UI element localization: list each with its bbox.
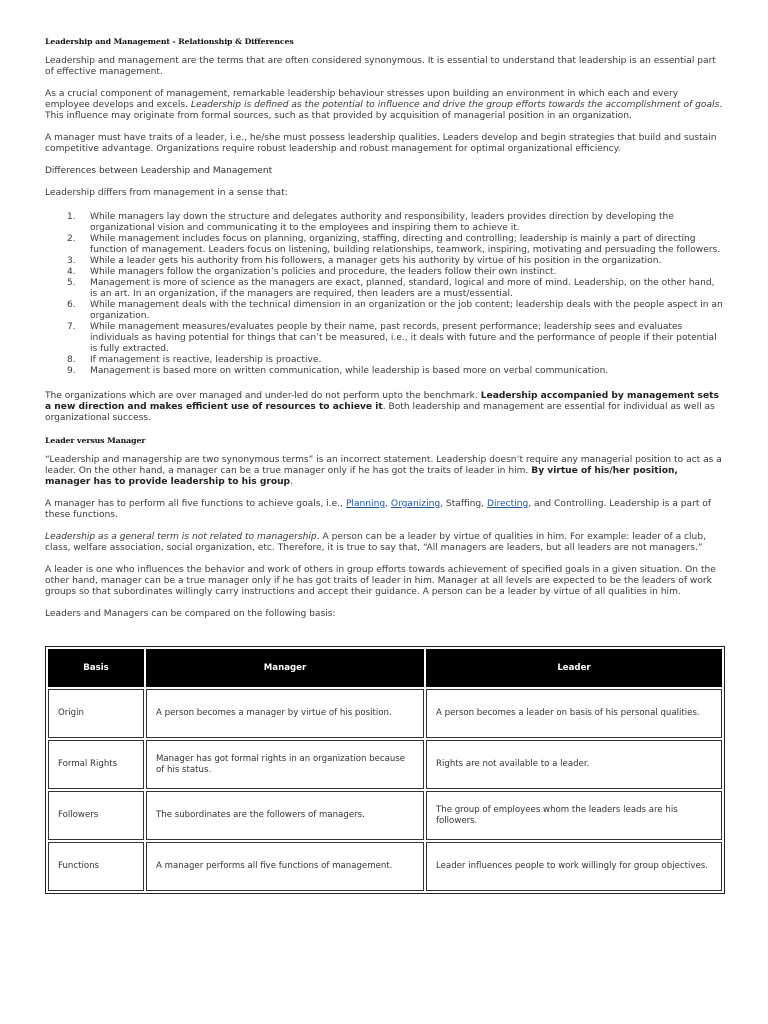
list-item (45, 366, 723, 377)
leadership-definition: Leadership is defined as the potential to influence and drive the group efforts towards the accomplishment of goals (190, 100, 720, 110)
list-item (45, 234, 723, 256)
lvm-paragraph-1 (45, 455, 723, 488)
header-manager: Manager (146, 649, 424, 687)
intro2-text-a: As a crucial component of management, remarkable leadership behaviour stresses upon building an environment in which each and every employee develops and excels. (45, 89, 679, 110)
table-cell: Manager has got formal rights in an organization because of his status. (146, 740, 424, 789)
lvm-paragraph-4: A leader is one who influences the behavior and work of others in group efforts towards achievement of specified goals in a given situation. On the other hand, manager can be a true manager only if he has got traits of leader in him. Manager at all levels are expected to be the leaders of work groups so that subordinates willingly carry instructions and accept their guidance. A person can be a leader by virtue of all qualities in him. (45, 565, 716, 597)
summary-text-a: The organizations which are over managed and under-led do not perform upto the benchmark. (45, 391, 481, 401)
differences-lead: Leadership differs from management in a sense that: (45, 188, 288, 198)
list-text: Management is based more on written communication, while leadership is based more on verbal communication. (90, 366, 609, 376)
table-cell: The subordinates are the followers of managers. (146, 791, 424, 840)
table-cell: Rights are not available to a leader. (426, 740, 722, 789)
list-text: While managers lay down the structure and delegates authority and responsibility, leaders provides direction by developing the organizational vision and communicating it to the employees and inspiring them to achieve it. (90, 212, 674, 233)
list-text: While management deals with the technical dimension in an organization or the job content; leadership deals with the people aspect in an organization. (90, 300, 723, 321)
list-number: 6. (67, 300, 76, 310)
list-text: While management measures/evaluates people by their name, past records, present performance; leadership sees and evaluates individuals as having potential for things that can’t be measured, i.e., it deals with future and the performance of people if their potential is fully extracted. (90, 322, 717, 354)
intro-paragraph-1: Leadership and management are the terms that are often considered synonymous. It is essential to understand that leadership is an essential part of effective management. (45, 56, 716, 77)
list-item (45, 355, 723, 366)
table-cell: Formal Rights (48, 740, 144, 789)
organizing-link[interactable]: Organizing (390, 499, 441, 509)
intro2-text-b: . This influence may originate from formal sources, such as that provided by acquisition of managerial position in an organization. (45, 100, 723, 121)
summary-paragraph (45, 391, 723, 424)
lvm2-sep-2: , Staffing, (440, 499, 487, 509)
differences-list (45, 212, 723, 377)
list-number: 3. (67, 256, 76, 266)
directing-link[interactable]: Directing (486, 499, 529, 509)
table-cell: A manager performs all five functions of management. (146, 842, 424, 891)
lvm3-text-b: . A person can be a leader by virtue of qualities in him. For example: leader of a club, class, welfare association, social organization, etc. Therefore, it is true to say that, “All managers are leaders, but all leaders are not managers.” (45, 532, 706, 553)
table-row (48, 689, 722, 738)
table-cell: The group of employees whom the leaders leads are his followers. (426, 791, 722, 840)
lvm3-emphasis: Leadership as a general term is not related to managership (45, 532, 317, 542)
leader-vs-manager-heading: Leader versus Manager (45, 436, 146, 445)
list-item (45, 267, 723, 278)
lvm2-text-b: , and Controlling. Leadership is a part of these functions. (45, 499, 712, 520)
list-text: If management is reactive, leadership is proactive. (90, 355, 322, 365)
page-title: Leadership and Management - Relationship & Differences (45, 37, 294, 46)
list-number: 2. (67, 234, 76, 244)
table-row (48, 842, 722, 891)
table-cell: Functions (48, 842, 144, 891)
table-header-row (48, 649, 722, 687)
lvm-paragraph-5: Leaders and Managers can be compared on the following basis: (45, 609, 336, 619)
intro-paragraph-3: A manager must have traits of a leader, i.e., he/she must possess leadership qualities. Leaders develop and begin strategies that build and sustain competitive advantage. Organizations require robust leadership and robust management for optimal organizational efficiency. (45, 133, 717, 154)
list-item (45, 322, 723, 355)
list-item (45, 300, 723, 322)
summary-emphasis: Leadership accompanied by management sets a new direction and makes efficient use of resources to achieve it (45, 391, 719, 412)
lvm2-sep-1: , (385, 499, 391, 509)
table-row (48, 791, 722, 840)
list-text: While a leader gets his authority from his followers, a manager gets his authority by virtue of his position in the organization. (90, 256, 662, 266)
lvm1-text-b: . (290, 477, 293, 487)
list-text: While management includes focus on planning, organizing, staffing, directing and controlling; leadership is mainly a part of directing function of management. Leaders focus on listening, building relationships, teamwork, inspiring, motivating and persuading the followers. (90, 234, 721, 255)
header-basis: Basis (48, 649, 144, 687)
summary-text-b: . Both leadership and management are essential for individual as well as organizational success. (45, 402, 715, 423)
list-item (45, 256, 723, 267)
differences-heading: Differences between Leadership and Management (45, 166, 273, 176)
list-number: 5. (67, 278, 76, 288)
table-cell: Origin (48, 689, 144, 738)
lvm-paragraph-3 (45, 532, 723, 554)
list-item (45, 212, 723, 234)
list-text: While managers follow the organization’s policies and procedure, the leaders follow their own instinct. (90, 267, 557, 277)
article-body (45, 36, 723, 620)
table-cell: Leader influences people to work willingly for group objectives. (426, 842, 722, 891)
table-cell: Followers (48, 791, 144, 840)
list-number: 1. (67, 212, 76, 222)
planning-link[interactable]: Planning (345, 499, 386, 509)
list-number: 4. (67, 267, 76, 277)
list-number: 9. (67, 366, 76, 376)
table-cell: A person becomes a leader on basis of his personal qualities. (426, 689, 722, 738)
lvm1-text-a: “Leadership and managership are two synonymous terms” is an incorrect statement. Leadership doesn’t require any managerial position to act as a leader. On the other hand, a manager can be a true manager only if he has got the traits of leader in him. (45, 455, 722, 476)
comparison-table (45, 646, 725, 894)
table-cell: A person becomes a manager by virtue of his position. (146, 689, 424, 738)
table-row (48, 740, 722, 789)
list-number: 8. (67, 355, 76, 365)
lvm1-emphasis: By virtue of his/her position, manager has to provide leadership to his group (45, 466, 678, 487)
lvm2-text-a: A manager has to perform all five functions to achieve goals, i.e., (45, 499, 346, 509)
lvm-paragraph-2 (45, 499, 723, 521)
intro-paragraph-2 (45, 89, 723, 122)
list-number: 7. (67, 322, 76, 332)
list-item (45, 278, 723, 300)
header-leader: Leader (426, 649, 722, 687)
list-text: Management is more of science as the managers are exact, planned, standard, logical and more of mind. Leadership, on the other hand, is an art. In an organization, if the managers are required, then leaders are a must/essential. (90, 278, 715, 299)
